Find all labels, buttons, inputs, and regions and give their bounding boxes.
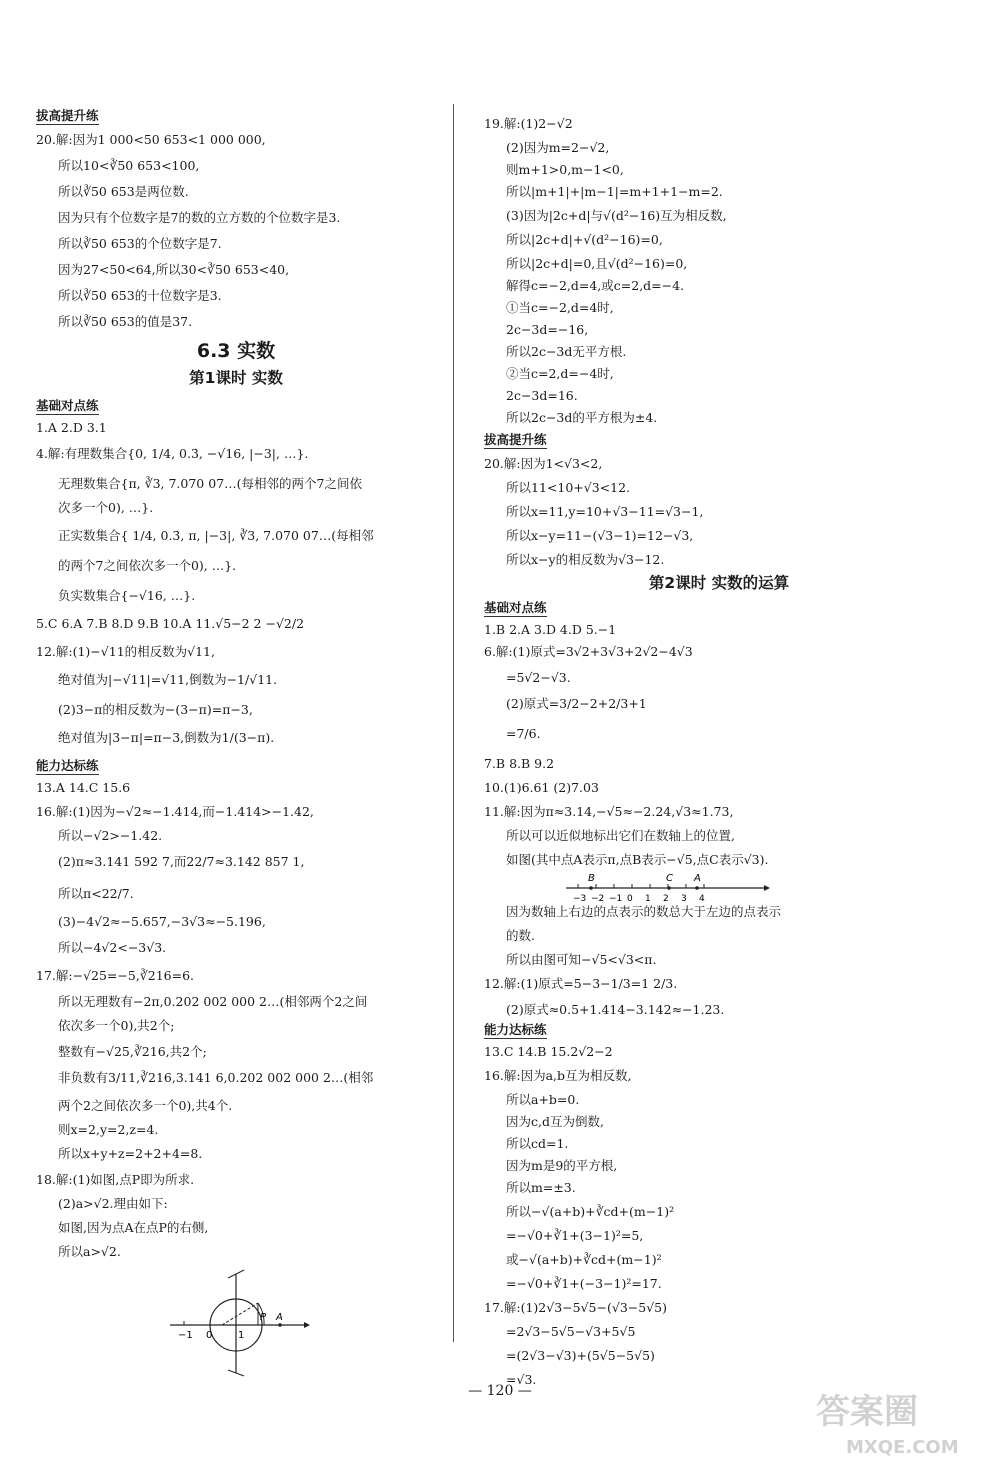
label-a: A [694, 873, 701, 884]
tick-label: 3 [681, 894, 687, 904]
answer-line: 18.解:(1)如图,点P即为所求. [36, 1172, 195, 1187]
section-heading: 拔高提升练 [36, 108, 99, 123]
arrow-head [764, 885, 770, 891]
answer-line: 1.A 2.D 3.1 [36, 420, 107, 435]
number-line-figure [164, 1268, 314, 1378]
answer-line: 因为数轴上右边的点表示的数总大于左边的点表示 [506, 904, 782, 919]
answer-line: 所以∛50 653的值是37. [58, 314, 193, 329]
answer-line: 因为27<50<64,所以30<∛50 653<40, [58, 262, 290, 277]
label-p: P [260, 1312, 267, 1323]
answer-line: 所以∛50 653的个位数字是7. [58, 236, 222, 251]
answer-line: ①当c=−2,d=4时, [506, 300, 614, 315]
answer-line: 1.B 2.A 3.D 4.D 5.−1 [484, 622, 617, 637]
lesson-title: 第2课时 实数的运算 [648, 574, 790, 592]
answer-line: 的两个7之间依次多一个0), …}. [58, 558, 237, 573]
answer-line: (2)原式≈0.5+1.414−3.142≈−1.23. [506, 1002, 725, 1017]
answer-line: 所以2c−3d无平方根. [506, 344, 627, 359]
answer-line: 12.解:(1)−√11的相反数为√11, [36, 644, 215, 659]
answer-line: 次多一个0), …}. [58, 500, 154, 515]
answer-line: =−√0+∛1+(3−1)²=5, [506, 1228, 644, 1243]
answer-line: 20.解:因为1<√3<2, [484, 456, 603, 471]
answer-line: =7/6. [506, 726, 541, 741]
tick-group [573, 884, 705, 904]
arrow-head [304, 1322, 310, 1328]
answer-line: =−√0+∛1+(−3−1)²=17. [506, 1276, 662, 1291]
answer-line: 7.B 8.B 9.2 [484, 756, 555, 771]
tick-label: −1 [609, 894, 623, 904]
answer-line: 所以cd=1. [506, 1136, 569, 1151]
answer-line: 所以2c−3d的平方根为±4. [506, 410, 658, 425]
point-a [695, 886, 699, 890]
answer-line: 所以−4√2<−3√3. [58, 940, 167, 955]
section-heading: 基础对点练 [36, 398, 99, 413]
answer-line: 所以x=11,y=10+√3−11=√3−1, [506, 504, 704, 519]
point-a [278, 1323, 282, 1327]
label-a: A [276, 1312, 283, 1323]
answer-line: 所以|2c+d|=0,且√(d²−16)=0, [506, 256, 688, 271]
answer-line: (3)因为|2c+d|与√(d²−16)互为相反数, [506, 208, 727, 223]
answer-line: 所以m=±3. [506, 1180, 576, 1195]
answer-line: 则m+1>0,m−1<0, [506, 162, 624, 177]
answer-line: 16.解:(1)因为−√2≈−1.414,而−1.414>−1.42, [36, 804, 314, 819]
answer-line: 11.解:因为π≈3.14,−√5≈−2.24,√3≈1.73, [484, 804, 734, 819]
answer-line: 所以可以近似地标出它们在数轴上的位置, [506, 828, 735, 843]
tick-label: 0 [627, 894, 633, 904]
answer-line: =2√3−5√5−√3+5√5 [506, 1324, 636, 1339]
answer-line: =5√2−√3. [506, 670, 571, 685]
answer-line: 因为c,d互为倒数, [506, 1114, 604, 1129]
answer-line: 或−√(a+b)+∛cd+(m−1)² [506, 1252, 662, 1267]
answer-line: 所以|m+1|+|m−1|=m+1+1−m=2. [506, 184, 723, 199]
answer-line: 所以|2c+d|+√(d²−16)=0, [506, 232, 663, 247]
answer-line: 所以10<∛50 653<100, [58, 158, 200, 173]
answer-line: 10.(1)6.61 (2)7.03 [484, 780, 599, 795]
section-heading: 基础对点练 [484, 600, 547, 615]
answer-line: (2)原式=3/2−2+2/3+1 [506, 696, 647, 711]
answer-line: 13.C 14.B 15.2√2−2 [484, 1044, 613, 1059]
number-line-figure-q11 [564, 870, 774, 906]
answer-line: =√3. [506, 1372, 537, 1387]
answer-line: 所以∛50 653是两位数. [58, 184, 189, 199]
answer-line: =(2√3−√3)+(5√5−5√5) [506, 1348, 655, 1363]
answer-line: 的数. [506, 928, 535, 943]
answer-line: 2c−3d=−16, [506, 322, 589, 337]
answer-line: (2)因为m=2−√2, [506, 140, 610, 155]
answer-line: 无理数集合{π, ∛3, 7.070 07…(每相邻的两个7之间依 [58, 476, 362, 491]
tick-label: 2 [663, 894, 669, 904]
lesson-title: 第1课时 实数 [189, 369, 283, 387]
answer-line: 所以x−y=11−(√3−1)=12−√3, [506, 528, 694, 543]
tick-label: −2 [591, 894, 605, 904]
watermark-url: MXQE.COM [846, 1437, 959, 1458]
answer-line: 17.解:−√25=−5,∛216=6. [36, 968, 195, 983]
answer-line: 所以a>√2. [58, 1244, 121, 1259]
answer-line: (3)−4√2≈−5.657,−3√3≈−5.196, [58, 914, 266, 929]
label-c: C [666, 873, 673, 884]
answer-line: 所以−√2>−1.42. [58, 828, 163, 843]
answer-line: 解得c=−2,d=4,或c=2,d=−4. [506, 278, 685, 293]
section-heading: 能力达标练 [36, 758, 99, 773]
answer-line: 20.解:因为1 000<50 653<1 000 000, [36, 132, 266, 147]
answer-line: 所以由图可知−√5<√3<π. [506, 952, 657, 967]
section-title: 6.3 实数 [196, 340, 276, 362]
answer-line: 所以无理数有−2π,0.202 002 000 2…(相邻两个2之间 [58, 994, 368, 1009]
answer-line: 两个2之间依次多一个0),共4个. [58, 1098, 233, 1113]
watermark-text: 答案圈 [816, 1392, 918, 1432]
section-heading: 拔高提升练 [484, 432, 547, 447]
label-b: B [588, 873, 595, 884]
answer-line: 13.A 14.C 15.6 [36, 780, 131, 795]
tick-label: 1 [645, 894, 651, 904]
answer-line: 所以x−y的相反数为√3−12. [506, 552, 665, 567]
answer-line: 12.解:(1)原式=5−3−1/3=1 2/3. [484, 976, 678, 991]
diagonal-line [222, 1303, 258, 1325]
answer-line: 因为m是9的平方根, [506, 1158, 618, 1173]
answer-line: 4.解:有理数集合{0, 1/4, 0.3̇, −√16, |−3|, …}. [36, 446, 309, 461]
answer-line: 所以−√(a+b)+∛cd+(m−1)² [506, 1204, 675, 1219]
answer-line: 所以11<10+√3<12. [506, 480, 631, 495]
answer-line: 所以∛50 653的十位数字是3. [58, 288, 222, 303]
answer-line: 绝对值为|3−π|=π−3,倒数为1/(3−π). [58, 730, 275, 745]
answer-line: 因为只有个位数字是7的数的立方数的个位数字是3. [58, 210, 341, 225]
answer-line: 负实数集合{−√16, …}. [58, 588, 196, 603]
page-number: — 120 — [468, 1383, 532, 1399]
answer-line: 如图,因为点A在点P的右侧, [58, 1220, 209, 1235]
section-heading: 能力达标练 [484, 1022, 547, 1037]
tick-label: 4 [699, 894, 705, 904]
answer-line: 17.解:(1)2√3−5√5−(√3−5√5) [484, 1300, 668, 1315]
tick-label: −3 [573, 894, 587, 904]
answer-line: 则x=2,y=2,z=4. [58, 1122, 159, 1137]
point-b [589, 886, 593, 890]
answer-line: 6.解:(1)原式=3√2+3√3+2√2−4√3 [484, 644, 693, 659]
answer-line: ②当c=2,d=−4时, [506, 366, 614, 381]
label-one: 1 [238, 1330, 245, 1341]
answer-line: 5.C 6.A 7.B 8.D 9.B 10.A 11.√5−2 2 −√2/2 [36, 616, 305, 631]
label-zero: 0 [206, 1330, 213, 1341]
answer-line: 依次多一个0),共2个; [58, 1018, 175, 1033]
answer-line: 正实数集合{ 1/4, 0.3̇, π, |−3|, ∛3, 7.070 07…(每相邻 [58, 528, 374, 543]
answer-line: (2)a>√2.理由如下: [58, 1196, 168, 1211]
answer-line: (2)3−π的相反数为−(3−π)=π−3, [58, 702, 253, 717]
answer-line: 2c−3d=16. [506, 388, 578, 403]
answer-line: 所以x+y+z=2+2+4=8. [58, 1146, 203, 1161]
answer-line: 非负数有3/11,∛216,3.141 6,0.202 002 000 2…(相邻 [58, 1070, 374, 1085]
answer-line: 如图(其中点A表示π,点B表示−√5,点C表示√3). [506, 852, 769, 867]
answer-line: (2)π≈3.141 592 7,而22/7≈3.142 857 1, [58, 854, 305, 869]
label-minus-one: −1 [178, 1330, 193, 1341]
watermark-logo [806, 1381, 986, 1461]
column-divider [453, 104, 454, 1342]
answer-line: 16.解:因为a,b互为相反数, [484, 1068, 632, 1083]
answer-line: 所以π<22/7. [58, 886, 134, 901]
answer-line: 绝对值为|−√11|=√11,倒数为−1/√11. [58, 672, 278, 687]
answer-line: 19.解:(1)2−√2 [484, 116, 573, 131]
answer-line: 整数有−√25,∛216,共2个; [58, 1044, 207, 1059]
answer-line: 所以a+b=0. [506, 1092, 580, 1107]
point-c [667, 886, 671, 890]
